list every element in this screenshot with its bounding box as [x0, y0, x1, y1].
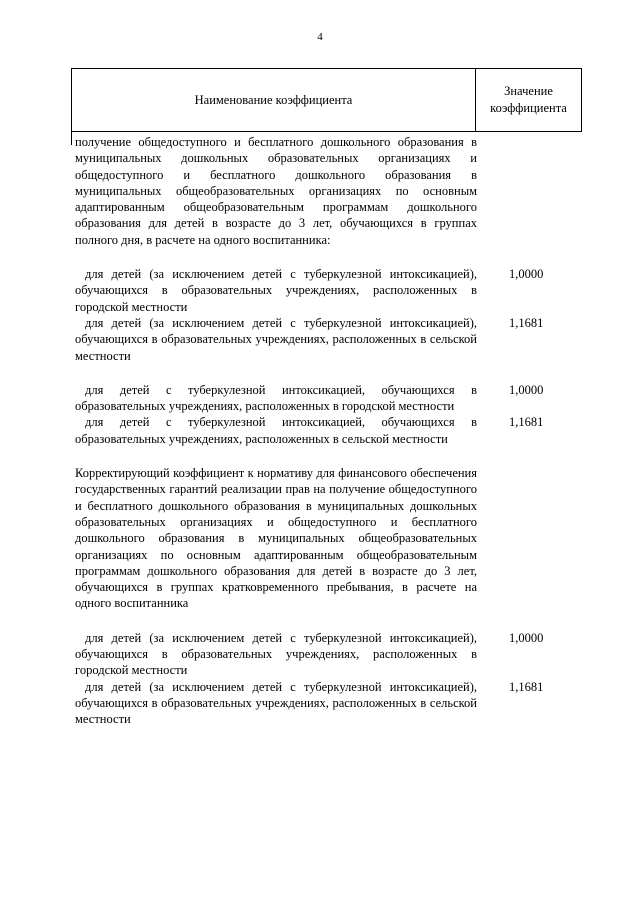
header-value-line1: Значение — [504, 84, 553, 98]
coefficient-list — [75, 134, 544, 728]
page-number: 4 — [317, 31, 323, 43]
coefficient-value: 1,1681 — [509, 315, 544, 330]
coefficient-value: 1,1681 — [509, 679, 544, 694]
coefficient-row — [75, 315, 544, 364]
coefficient-row — [75, 266, 544, 315]
table-header — [71, 68, 582, 132]
coefficient-row — [75, 382, 544, 415]
header-name-column: Наименование коэффициента — [194, 92, 353, 107]
section1-description: получение общедоступного и бесплатного дошкольного образования в муниципальных дошкольных образовательных организациях и общедоступного и бесплатного дошкольного образования в муниципальных общеобразовательных организациях по основным адаптированным общеобразовательным программам дошкольного образования для детей в возрасте до 3 лет, обучающихся в группах полного дня, в расчете на одного воспитанника: — [75, 135, 477, 247]
coefficient-description: для детей с туберкулезной интоксикацией, обучающихся в образовательных учреждениях, расположенных в сельской местности — [75, 415, 477, 446]
coefficient-description: для детей (за исключением детей с туберкулезной интоксикацией), обучающихся в образовательных учреждениях, расположенных в городской местности — [75, 267, 477, 314]
header-value-line2: коэффициента — [490, 101, 567, 115]
coefficient-description: для детей (за исключением детей с туберкулезной интоксикацией), обучающихся в образовательных учреждениях, расположенных в сельской местности — [75, 679, 477, 727]
coefficient-value: 1,0000 — [509, 267, 544, 282]
coefficient-value: 1,0000 — [509, 630, 544, 645]
coefficient-value: 1,0000 — [509, 382, 544, 397]
coefficient-row — [75, 630, 544, 679]
header-value-column — [476, 69, 581, 131]
table-left-border — [71, 131, 72, 145]
coefficient-row — [75, 414, 544, 447]
coefficient-value: 1,1681 — [509, 415, 544, 430]
coefficient-row — [75, 679, 544, 728]
coefficient-description: для детей (за исключением детей с туберкулезной интоксикацией), обучающихся в образовательных учреждениях, расположенных в сельской местности — [75, 315, 477, 363]
coefficient-description: для детей (за исключением детей с туберкулезной интоксикацией), обучающихся в образовательных учреждениях, расположенных в городской местности — [75, 630, 477, 678]
coefficient-description: для детей с туберкулезной интоксикацией, обучающихся в образовательных учреждениях, расположенных в городской местности — [75, 382, 477, 414]
section2-description: Корректирующий коэффициент к нормативу для финансового обеспечения государственных гарантий реализации прав на получение общедоступного и бесплатного дошкольного образования в муниципальных дошкольных образовательных организациях и общедоступного и бесплатного дошкольного образования в муниципальных общеобразовательных организациях по основным адаптированным общеобразовательным программам дошкольного образования для детей в возрасте до 3 лет, обучающихся в группах кратковременного пребывания, в расчете на одного воспитанника — [75, 466, 477, 611]
